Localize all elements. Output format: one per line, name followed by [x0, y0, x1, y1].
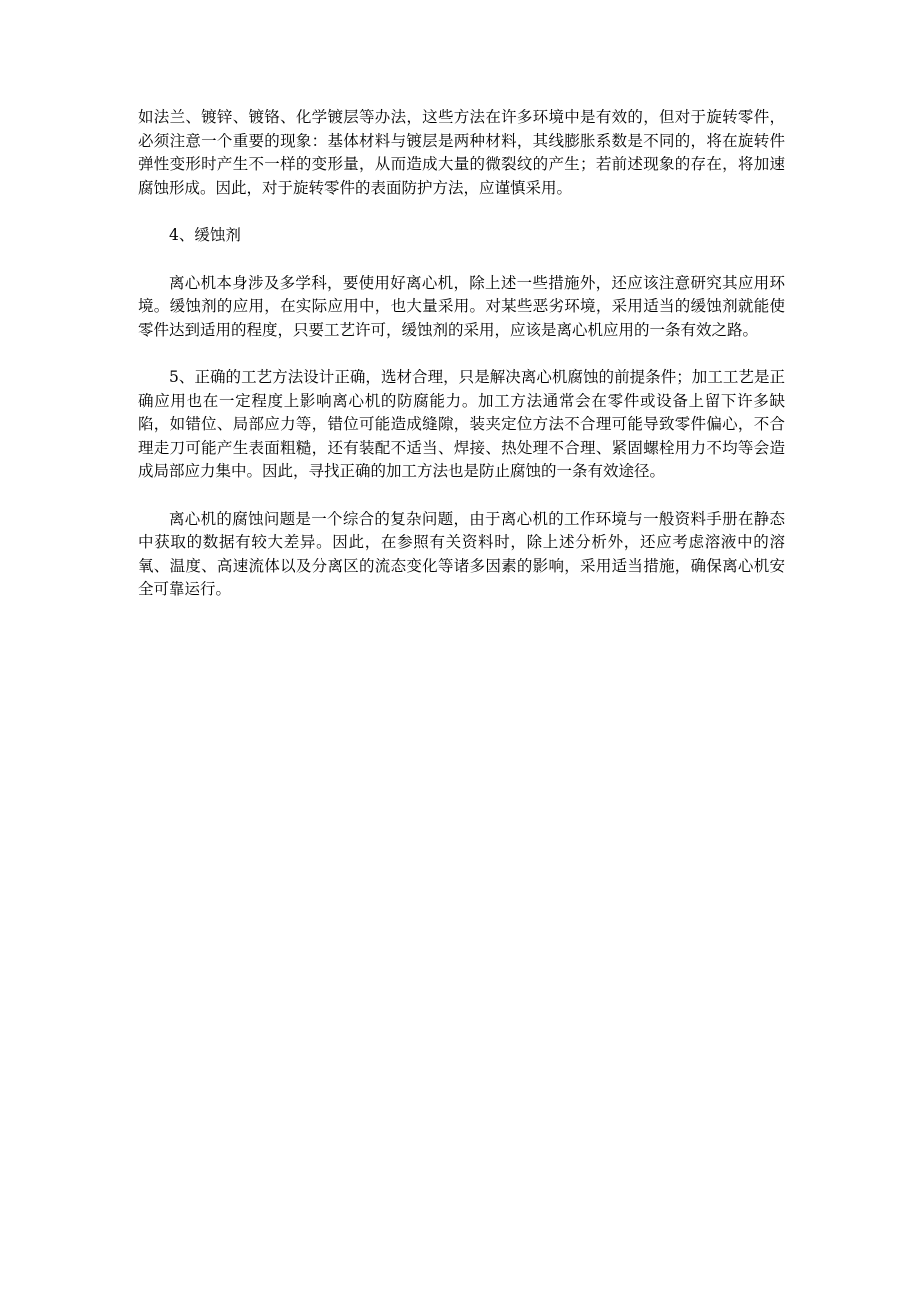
paragraph-corrosion-inhibitor: 离心机本身涉及多学科，要使用好离心机，除上述一些措施外，还应该注意研究其应用环境。缓蚀剂的应用，在实际应用中，也大量采用。对某些恶劣环境，采用适当的缓蚀剂就能使零件达到适用的程度，只要工艺许可，缓蚀剂的采用，应该是离心机应用的一条有效之路。 — [138, 273, 785, 339]
paragraph-process-method: 5、正确的工艺方法设计正确，选材合理，只是解决离心机腐蚀的前提条件；加工工艺是正确应用也在一定程度上影响离心机的防腐能力。加工方法通常会在零件或设备上留下许多缺陷，如错位、局部应力等，错位可能造成缝隙，装夹定位方法不合理可能导致零件偏心，不合理走刀可能产生表面粗糙，还有装配不适当、焊接、热处理不合理、紧固螺栓用力不均等会造成局部应力集中。因此，寻找正确的加工方法也是防止腐蚀的一条有效途径。 — [138, 368, 785, 480]
section-heading-corrosion-inhibitor: 4、缓蚀剂 — [169, 226, 241, 244]
paragraph-surface-protection: 如法兰、镀锌、镀铬、化学镀层等办法，这些方法在许多环境中是有效的，但对于旋转零件，必须注意一个重要的现象：基体材料与镀层是两种材料，其线膨胀系数是不同的，将在旋转件弹性变形时产生不一样的变形量，从而造成大量的微裂纹的产生；若前述现象的存在，将加速腐蚀形成。因此，对于旋转零件的表面防护方法，应谨慎采用。 — [138, 108, 785, 197]
document-body — [138, 106, 785, 626]
paragraph-conclusion: 离心机的腐蚀问题是一个综合的复杂问题，由于离心机的工作环境与一般资料手册在静态中获取的数据有较大差异。因此，在参照有关资料时，除上述分析外，还应考虑溶液中的溶氧、温度、高速流体以及分离区的流态变化等诸多因素的影响，采用适当措施，确保离心机安全可靠运行。 — [138, 509, 785, 598]
